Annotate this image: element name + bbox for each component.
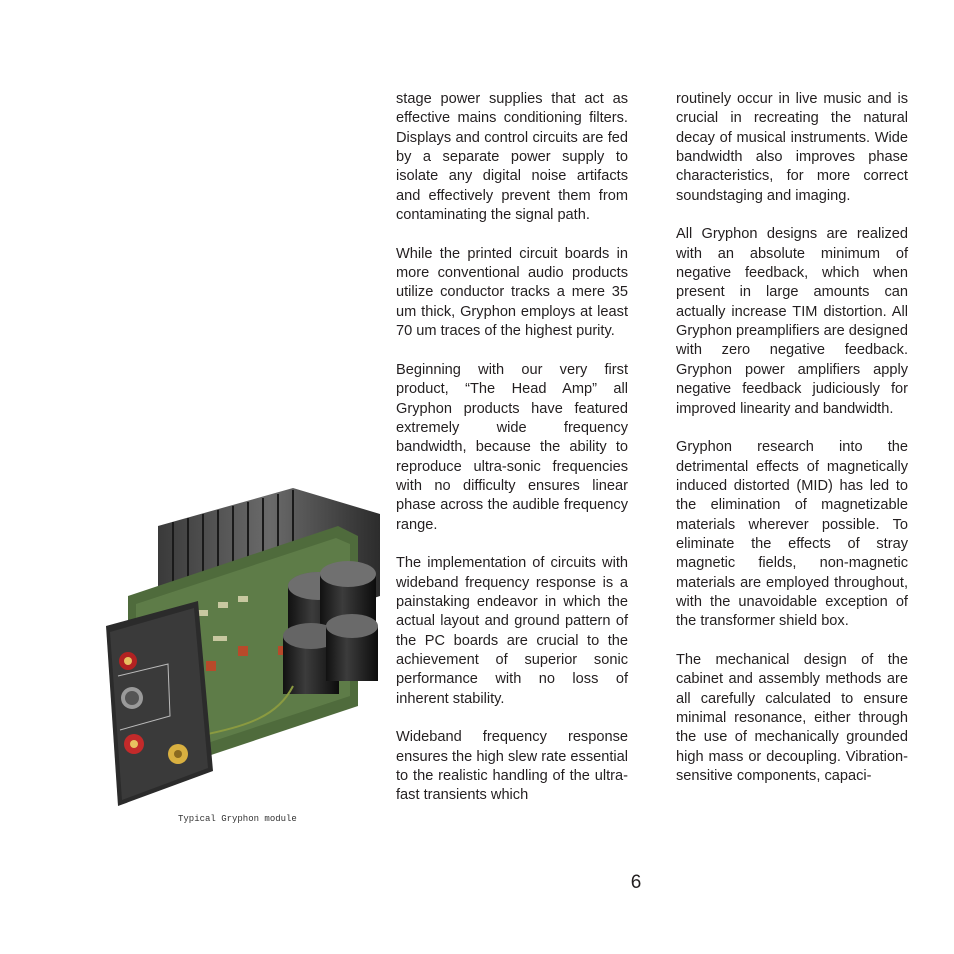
paragraph: The implementation of circuits with wideband frequency response is a painstaking endeavor in which the actual layout and ground pattern of the PC boards are crucial to the achievement of superior sonic performance with no loss of inherent stability. bbox=[396, 555, 628, 707]
paragraph: stage power supplies that act as effective mains conditioning filters. Displays and control circuits are fed by a separate power supply to isolate any digital noise artifacts and effectively prevent them from contaminating the signal path. bbox=[396, 91, 628, 224]
page-number: 6 bbox=[630, 872, 642, 893]
paragraph: routinely occur in live music and is crucial in recreating the natural decay of musical instruments. Wide bandwidth also improves phase characteristics, for more correct soundstaging and imaging. bbox=[676, 91, 908, 204]
figure-caption: Typical Gryphon module bbox=[178, 814, 297, 824]
text-column-right bbox=[676, 90, 908, 806]
paragraph: Beginning with our very first product, “The Head Amp” all Gryphon products have featured extremely wide frequency bandwidth, because the ability to reproduce ultra-sonic frequencies with no difficulty ensures linear phase across the audible frequency range. bbox=[396, 361, 628, 533]
paragraph: Wideband frequency response ensures the high slew rate essential to the realistic handling of the ultra-fast transients which bbox=[396, 729, 629, 804]
paragraph: All Gryphon designs are realized with an absolute minimum of negative feedback, which when present in large amounts can actually increase TIM distortion. All Gryphon preamplifiers are designed with zero negative feedback. Gryphon power amplifiers apply negative feedback judiciously for improved linearity and bandwidth. bbox=[676, 226, 909, 417]
text-column-left bbox=[396, 90, 628, 825]
paragraph: While the printed circuit boards in more conventional audio products utilize conductor tracks a mere 35 um thick, Gryphon employs at least 70 um traces of the highest purity. bbox=[396, 245, 628, 340]
gryphon-module-photo bbox=[88, 486, 384, 816]
paragraph: Gryphon research into the detrimental effects of magnetically induced distorted (MID) has led to the elimination of magnetizable materials wherever possible. To eliminate the effects of stray magnetic fields, non-magnetic materials are employed throughout, with the unavoidable exception of the transformer shield box. bbox=[676, 439, 908, 630]
paragraph: The mechanical design of the cabinet and assembly methods are all carefully calculated to ensure minimal resonance, either through the use of mechanically grounded high mass or decoupling. Vibration-sensitive components, capaci- bbox=[676, 651, 908, 785]
